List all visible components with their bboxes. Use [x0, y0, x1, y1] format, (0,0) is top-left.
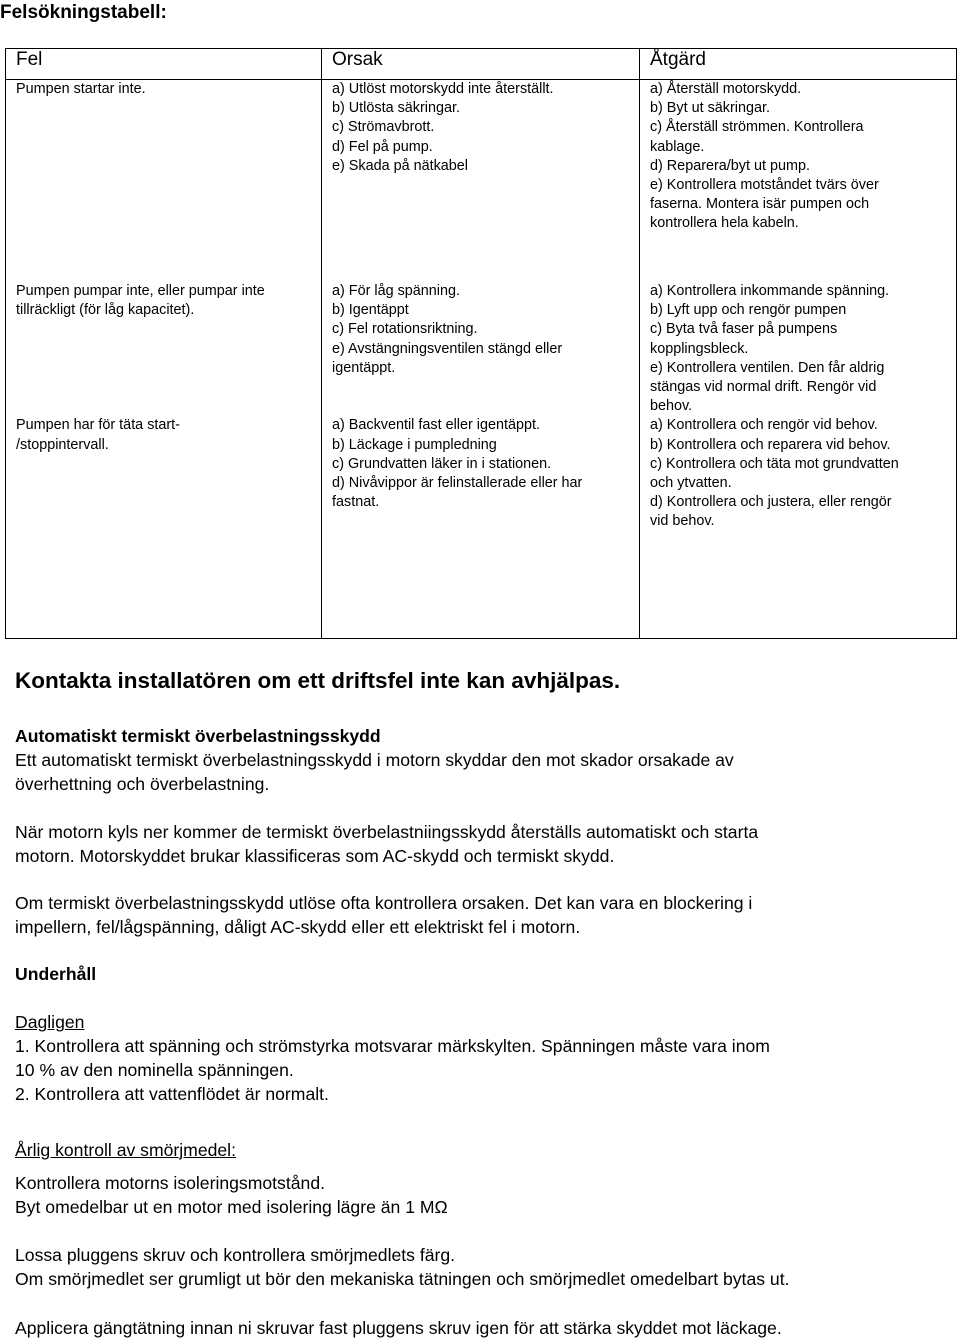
cell-fel	[6, 416, 322, 638]
annual-section	[15, 1138, 945, 1162]
cell-orsak	[322, 282, 640, 416]
paragraph-line: Om termiskt överbelastningsskydd utlöse ofta kontrollera orsaken. Det kan vara en blockering i	[15, 893, 753, 913]
troubleshooting-table	[5, 48, 957, 639]
cell-line: d) Fel på pump.	[332, 138, 433, 155]
annual-paragraph-2	[15, 1243, 945, 1291]
cell-line: Pumpen startar inte.	[16, 81, 146, 97]
cell-fel	[6, 80, 322, 283]
cell-line: stängas vid normal drift. Rengör vid	[650, 379, 877, 396]
paragraph-line: motorn. Motorskyddet brukar klassificeras som AC-skydd och termiskt skydd.	[15, 846, 615, 866]
cell-line: kontrollera hela kabeln.	[650, 215, 799, 232]
cell-line: c) Byta två faser på pumpens	[650, 321, 838, 338]
paragraph-line: Kontrollera motorns isoleringsmotstånd.	[15, 1173, 325, 1193]
cell-line: d) Reparera/byt ut pump.	[650, 157, 810, 174]
cell-line: tillräckligt (för låg kapacitet).	[16, 302, 195, 319]
cell-line: och ytvatten.	[650, 475, 732, 492]
cell-line: c) Grundvatten läker in i stationen.	[332, 455, 552, 472]
cell-line: e) Kontrollera motståndet tvärs över	[650, 177, 879, 194]
table-header-row	[6, 49, 957, 80]
cell-line: b) Lyft upp och rengör pumpen	[650, 302, 847, 319]
thermal-heading: Automatiskt termiskt överbelastningsskydd	[15, 726, 381, 746]
cell-line: c) Kontrollera och täta mot grundvatten	[650, 455, 899, 472]
cell-line: a) Backventil fast eller igentäppt.	[332, 417, 540, 434]
page-title: Felsökningstabell:	[0, 2, 167, 23]
paragraph-line: överhettning och överbelastning.	[15, 774, 270, 794]
maintenance-heading	[15, 962, 945, 986]
cell-line: c) Återställ strömmen. Kontrollera	[650, 119, 864, 136]
cell-line: a) För låg spänning.	[332, 283, 460, 299]
paragraph-line: När motorn kyls ner kommer de termiskt överbelastniingsskydd återställs automatiskt och starta	[15, 822, 759, 842]
cell-line: b) Kontrollera och reparera vid behov.	[650, 436, 891, 453]
daily-section	[15, 1010, 945, 1106]
cell-atgard	[640, 80, 957, 283]
cell-line: kablage.	[650, 138, 705, 155]
header-atgard: Åtgärd	[640, 49, 957, 80]
cell-line: c) Strömavbrott.	[332, 119, 435, 136]
cell-line: a) Återställ motorskydd.	[650, 81, 802, 97]
cell-line: Pumpen har för täta start-	[16, 417, 180, 434]
cell-fel	[6, 282, 322, 416]
paragraph-line: Byt omedelbar ut en motor med isolering lägre än 1 MΩ	[15, 1197, 448, 1217]
cell-line: b) Läckage i pumpledning	[332, 436, 497, 453]
cell-line: d) Nivåvippor är felinstallerade eller har	[332, 475, 583, 492]
cell-atgard	[640, 416, 957, 638]
cell-line: c) Fel rotationsriktning.	[332, 321, 478, 338]
cell-line: a) Kontrollera och rengör vid behov.	[650, 417, 878, 434]
cell-line: b) Byt ut säkringar.	[650, 100, 770, 117]
table-row	[6, 416, 957, 638]
cell-line: /stoppintervall.	[16, 436, 109, 453]
cell-line: e) Avstängningsventilen stängd eller	[332, 340, 563, 357]
cell-line: vid behov.	[650, 513, 715, 530]
daily-item: 1. Kontrollera att spänning och strömstyrka motsvarar märkskylten. Spänningen måste vara inom	[15, 1036, 770, 1056]
daily-item: 10 % av den nominella spänningen.	[15, 1060, 294, 1080]
annual-heading: Årlig kontroll av smörjmedel:	[15, 1140, 236, 1160]
cell-line: igentäppt.	[332, 359, 396, 376]
daily-heading: Dagligen	[15, 1012, 85, 1032]
header-fel: Fel	[6, 49, 322, 80]
maintenance-title: Underhåll	[15, 964, 97, 984]
paragraph-line: Om smörjmedlet ser grumligt ut bör den mekaniska tätningen och smörjmedlet omedelbart bytas ut.	[15, 1269, 790, 1289]
paragraph-line: Ett automatiskt termiskt överbelastningsskydd i motorn skyddar den mot skador orsakade av	[15, 750, 734, 770]
cell-line: e) Kontrollera ventilen. Den får aldrig	[650, 359, 885, 376]
cell-line: fastnat.	[332, 494, 380, 511]
cell-line: a) Utlöst motorskydd inte återställt.	[332, 81, 554, 97]
cell-line: e) Skada på nätkabel	[332, 157, 469, 174]
daily-item: 2. Kontrollera att vattenflödet är normalt.	[15, 1084, 329, 1104]
thermal-section	[15, 724, 945, 796]
cell-orsak	[322, 80, 640, 283]
table-row	[6, 282, 957, 416]
header-orsak: Orsak	[322, 49, 640, 80]
annual-paragraph-3	[15, 1316, 945, 1340]
cell-atgard	[640, 282, 957, 416]
cell-line: b) Utlösta säkringar.	[332, 100, 460, 117]
paragraph-line: Applicera gängtätning innan ni skruvar fast pluggens skruv igen för att stärka skyddet mot läckage.	[15, 1318, 782, 1338]
paragraph-line: impellern, fel/lågspänning, dåligt AC-skydd eller ett elektriskt fel i motorn.	[15, 917, 581, 937]
cell-line: b) Igentäppt	[332, 302, 409, 319]
cell-line: faserna. Montera isär pumpen och	[650, 196, 870, 213]
cell-line: behov.	[650, 398, 693, 415]
cell-line: d) Kontrollera och justera, eller rengör	[650, 494, 892, 511]
table-row	[6, 80, 957, 283]
cell-line: kopplingsbleck.	[650, 340, 749, 357]
cell-line: a) Kontrollera inkommande spänning.	[650, 283, 890, 299]
annual-paragraph-1	[15, 1171, 945, 1219]
cell-orsak	[322, 416, 640, 638]
paragraph-line: Lossa pluggens skruv och kontrollera smörjmedlets färg.	[15, 1245, 456, 1265]
thermal-paragraph-3	[15, 891, 945, 939]
thermal-paragraph-2	[15, 820, 945, 868]
cell-line: Pumpen pumpar inte, eller pumpar inte	[16, 283, 265, 299]
contact-heading: Kontakta installatören om ett driftsfel inte kan avhjälpas.	[15, 668, 621, 693]
